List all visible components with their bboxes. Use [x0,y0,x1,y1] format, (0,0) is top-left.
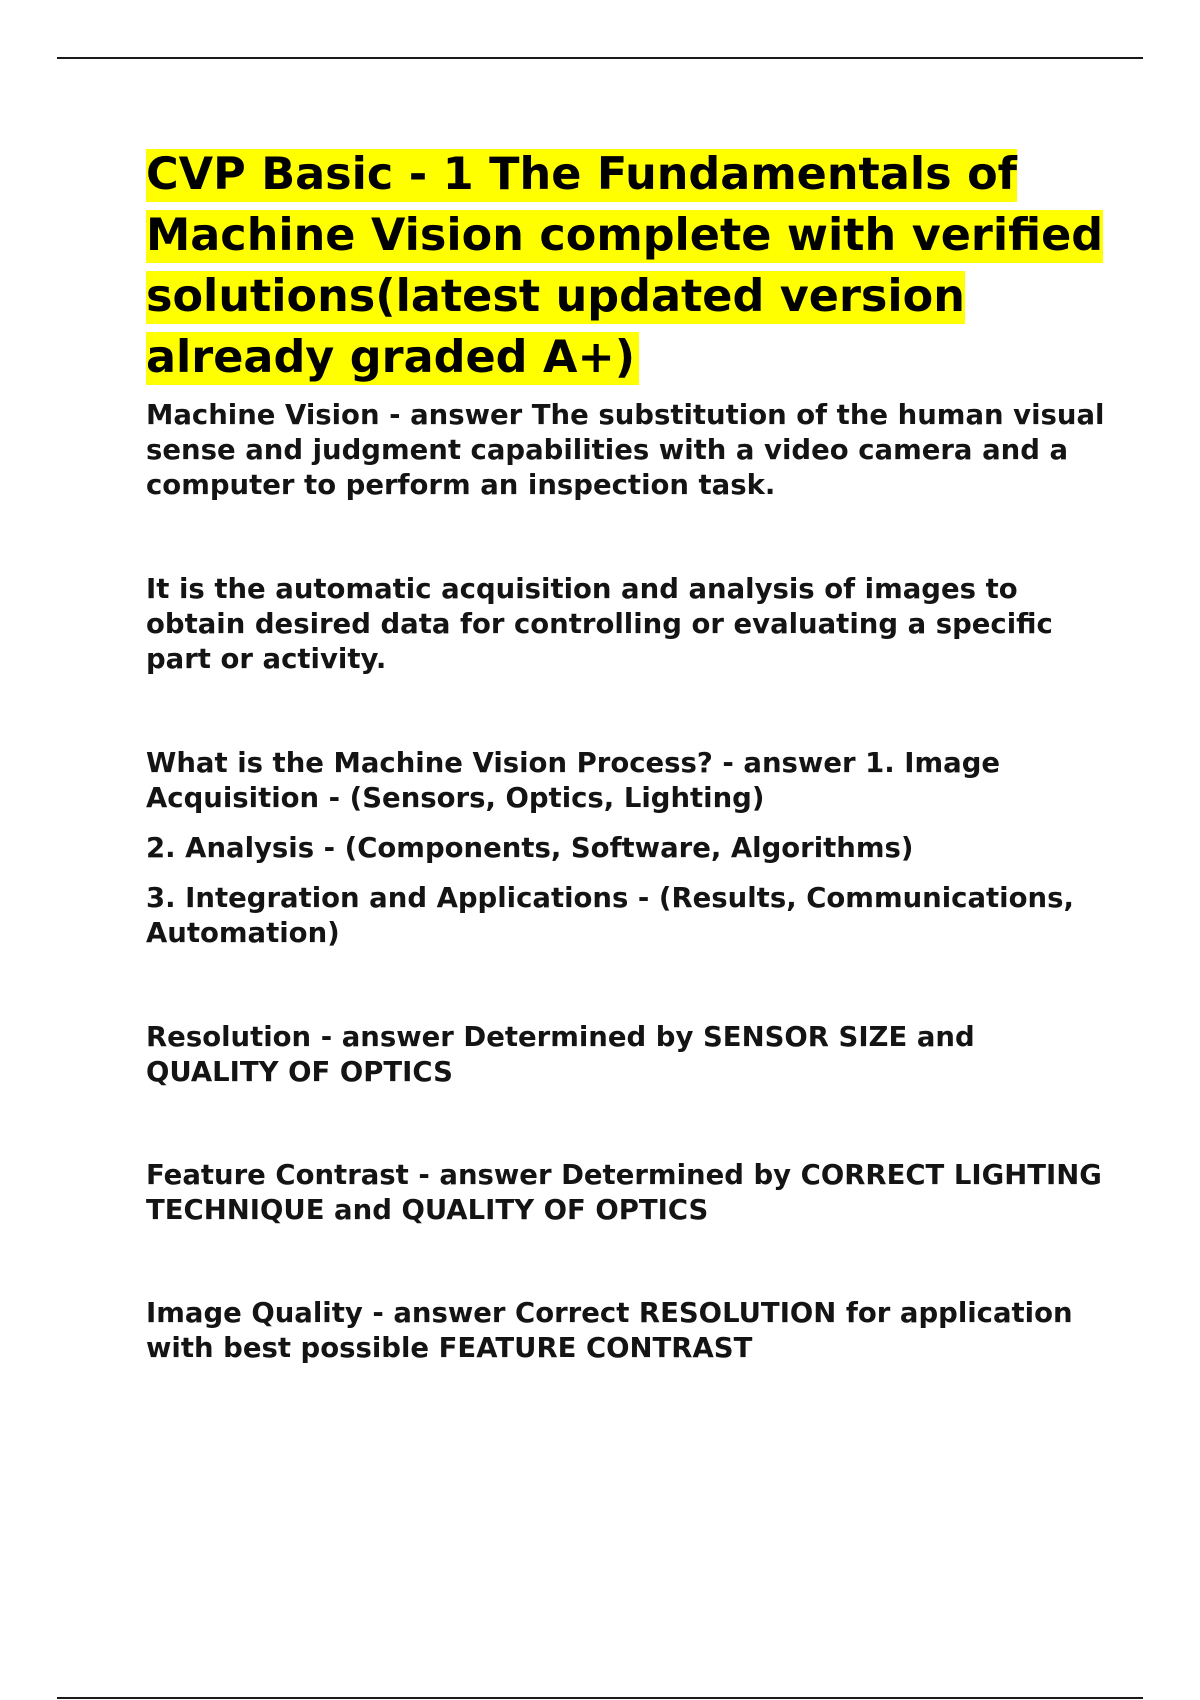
top-rule [57,57,1143,59]
bottom-rule [57,1697,1143,1699]
document-title [146,144,1106,388]
paragraph-process-step-2: 2. Analysis - (Components, Software, Algorithms) [146,832,914,864]
paragraph-process-question: What is the Machine Vision Process? - answer 1. Image Acquisition - (Sensors, Optics, Lighting) [146,747,1001,814]
document-body [146,144,1106,1366]
paragraph-process-step-3: 3. Integration and Applications - (Results, Communications, Automation) [146,882,1074,949]
paragraph-machine-vision: Machine Vision - answer The substitution of the human visual sense and judgment capabilities with a video camera and a computer to perform an inspection task. [146,399,1105,501]
title-highlight: CVP Basic - 1 The Fundamentals of Machine Vision complete with verified solutions(latest updated version already graded A+) [146,149,1104,383]
paragraph-image-quality: Image Quality - answer Correct RESOLUTION for application with best possible FEATURE CONTRAST [146,1297,1073,1364]
paragraph-automatic-acquisition: It is the automatic acquisition and analysis of images to obtain desired data for controlling or evaluating a specific part or activity. [146,573,1053,675]
paragraph-resolution: Resolution - answer Determined by SENSOR SIZE and QUALITY OF OPTICS [146,1021,975,1088]
paragraph-feature-contrast: Feature Contrast - answer Determined by CORRECT LIGHTING TECHNIQUE and QUALITY OF OPTICS [146,1159,1102,1226]
